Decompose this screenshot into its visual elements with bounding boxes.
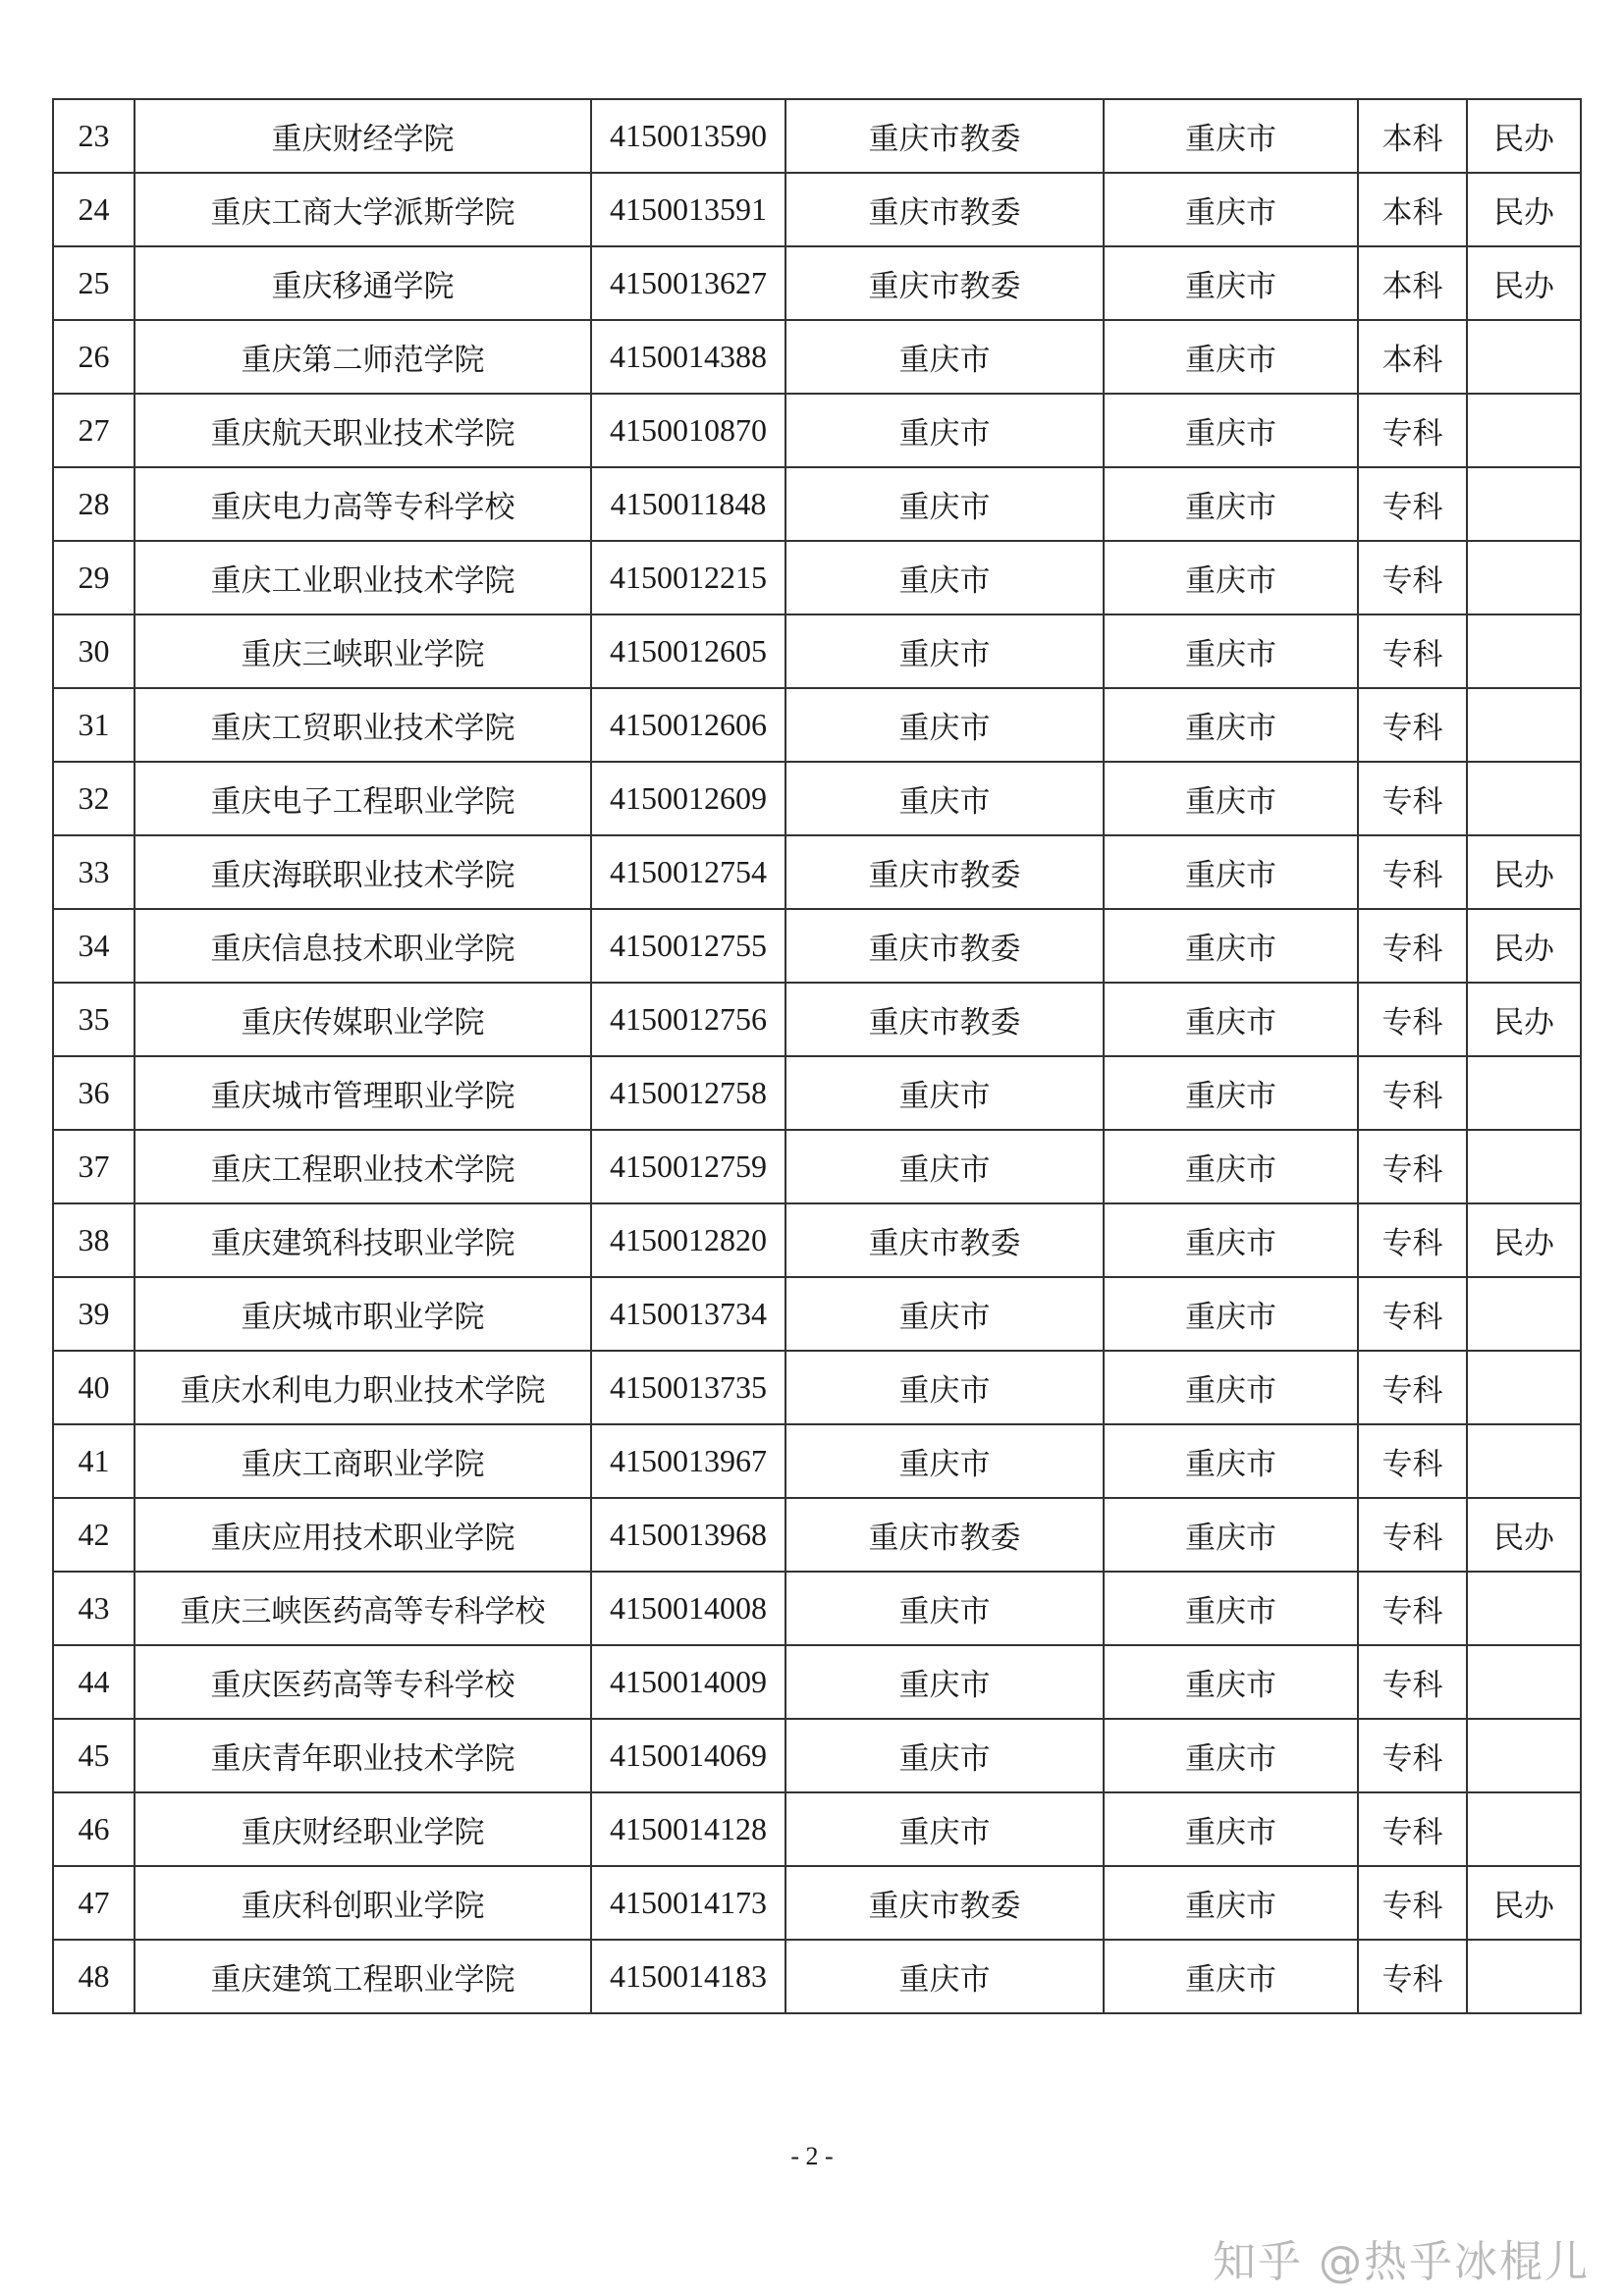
institution-name-cell: 重庆移通学院 — [135, 246, 591, 320]
remark-cell — [1467, 1645, 1581, 1719]
row-number-cell: 43 — [53, 1572, 135, 1645]
level-cell: 专科 — [1358, 614, 1467, 688]
institution-code-cell: 4150012606 — [591, 688, 785, 762]
institution-name-cell: 重庆工业职业技术学院 — [135, 541, 591, 614]
location-cell: 重庆市 — [1104, 1130, 1358, 1203]
level-cell: 专科 — [1358, 1645, 1467, 1719]
level-cell: 本科 — [1358, 99, 1467, 173]
table-row — [53, 1351, 1581, 1424]
remark-cell — [1467, 394, 1581, 467]
location-cell: 重庆市 — [1104, 394, 1358, 467]
institution-code-cell: 4150012820 — [591, 1203, 785, 1277]
row-number-cell: 31 — [53, 688, 135, 762]
institution-name-cell: 重庆信息技术职业学院 — [135, 909, 591, 983]
location-cell: 重庆市 — [1104, 467, 1358, 541]
level-cell: 专科 — [1358, 909, 1467, 983]
level-cell: 专科 — [1358, 983, 1467, 1056]
institution-name-cell: 重庆水利电力职业技术学院 — [135, 1351, 591, 1424]
institution-code-cell: 4150014388 — [591, 320, 785, 394]
table-row — [53, 1866, 1581, 1940]
authority-cell: 重庆市 — [785, 394, 1104, 467]
table-row — [53, 1940, 1581, 2013]
institution-name-cell: 重庆三峡职业学院 — [135, 614, 591, 688]
location-cell: 重庆市 — [1104, 1424, 1358, 1498]
location-cell: 重庆市 — [1104, 541, 1358, 614]
row-number-cell: 44 — [53, 1645, 135, 1719]
institution-name-cell: 重庆财经学院 — [135, 99, 591, 173]
location-cell: 重庆市 — [1104, 320, 1358, 394]
location-cell: 重庆市 — [1104, 1351, 1358, 1424]
level-cell: 专科 — [1358, 1277, 1467, 1351]
table-row — [53, 394, 1581, 467]
table-row — [53, 1130, 1581, 1203]
remark-cell — [1467, 1572, 1581, 1645]
location-cell: 重庆市 — [1104, 173, 1358, 246]
remark-cell: 民办 — [1467, 983, 1581, 1056]
row-number-cell: 33 — [53, 835, 135, 909]
table-body — [53, 99, 1581, 2013]
row-number-cell: 36 — [53, 1056, 135, 1130]
location-cell: 重庆市 — [1104, 246, 1358, 320]
row-number-cell: 24 — [53, 173, 135, 246]
institution-name-cell: 重庆电子工程职业学院 — [135, 762, 591, 835]
location-cell: 重庆市 — [1104, 909, 1358, 983]
remark-cell — [1467, 1719, 1581, 1792]
table-row — [53, 983, 1581, 1056]
row-number-cell: 23 — [53, 99, 135, 173]
remark-cell — [1467, 1424, 1581, 1498]
row-number-cell: 29 — [53, 541, 135, 614]
institution-code-cell: 4150013734 — [591, 1277, 785, 1351]
table-row — [53, 1572, 1581, 1645]
institution-code-cell: 4150014008 — [591, 1572, 785, 1645]
remark-cell: 民办 — [1467, 1866, 1581, 1940]
location-cell: 重庆市 — [1104, 1792, 1358, 1866]
table-row — [53, 688, 1581, 762]
institution-name-cell: 重庆建筑科技职业学院 — [135, 1203, 591, 1277]
institution-code-cell: 4150013627 — [591, 246, 785, 320]
level-cell: 专科 — [1358, 541, 1467, 614]
institution-code-cell: 4150011848 — [591, 467, 785, 541]
institution-name-cell: 重庆电力高等专科学校 — [135, 467, 591, 541]
authority-cell: 重庆市 — [785, 320, 1104, 394]
remark-cell — [1467, 1792, 1581, 1866]
institution-code-cell: 4150010870 — [591, 394, 785, 467]
level-cell: 专科 — [1358, 394, 1467, 467]
table-row — [53, 173, 1581, 246]
table-row — [53, 1498, 1581, 1572]
location-cell: 重庆市 — [1104, 1940, 1358, 2013]
institution-code-cell: 4150012759 — [591, 1130, 785, 1203]
table-row — [53, 246, 1581, 320]
watermark-text: 知乎 @热乎冰棍儿 — [1213, 2237, 1590, 2287]
institution-code-cell: 4150013967 — [591, 1424, 785, 1498]
location-cell: 重庆市 — [1104, 1719, 1358, 1792]
remark-cell: 民办 — [1467, 173, 1581, 246]
table-row — [53, 99, 1581, 173]
location-cell: 重庆市 — [1104, 1277, 1358, 1351]
row-number-cell: 40 — [53, 1351, 135, 1424]
level-cell: 专科 — [1358, 1351, 1467, 1424]
authority-cell: 重庆市教委 — [785, 1498, 1104, 1572]
row-number-cell: 45 — [53, 1719, 135, 1792]
location-cell: 重庆市 — [1104, 835, 1358, 909]
level-cell: 专科 — [1358, 1572, 1467, 1645]
institution-name-cell: 重庆应用技术职业学院 — [135, 1498, 591, 1572]
table-row — [53, 762, 1581, 835]
authority-cell: 重庆市 — [785, 1572, 1104, 1645]
remark-cell — [1467, 1056, 1581, 1130]
institution-code-cell: 4150013591 — [591, 173, 785, 246]
location-cell: 重庆市 — [1104, 614, 1358, 688]
institution-code-cell: 4150013590 — [591, 99, 785, 173]
authority-cell: 重庆市教委 — [785, 1866, 1104, 1940]
level-cell: 专科 — [1358, 1792, 1467, 1866]
level-cell: 专科 — [1358, 1719, 1467, 1792]
row-number-cell: 46 — [53, 1792, 135, 1866]
institution-table — [52, 98, 1582, 2014]
authority-cell: 重庆市 — [785, 1940, 1104, 2013]
table-row — [53, 1277, 1581, 1351]
remark-cell — [1467, 614, 1581, 688]
row-number-cell: 26 — [53, 320, 135, 394]
location-cell: 重庆市 — [1104, 1498, 1358, 1572]
institution-code-cell: 4150012215 — [591, 541, 785, 614]
remark-cell: 民办 — [1467, 99, 1581, 173]
level-cell: 专科 — [1358, 1498, 1467, 1572]
table-row — [53, 320, 1581, 394]
remark-cell: 民办 — [1467, 1203, 1581, 1277]
remark-cell — [1467, 762, 1581, 835]
row-number-cell: 37 — [53, 1130, 135, 1203]
institution-name-cell: 重庆建筑工程职业学院 — [135, 1940, 591, 2013]
row-number-cell: 41 — [53, 1424, 135, 1498]
row-number-cell: 32 — [53, 762, 135, 835]
authority-cell: 重庆市 — [785, 614, 1104, 688]
table-row — [53, 1424, 1581, 1498]
remark-cell — [1467, 467, 1581, 541]
institution-code-cell: 4150014128 — [591, 1792, 785, 1866]
table-row — [53, 1792, 1581, 1866]
row-number-cell: 38 — [53, 1203, 135, 1277]
institution-name-cell: 重庆青年职业技术学院 — [135, 1719, 591, 1792]
table-row — [53, 541, 1581, 614]
authority-cell: 重庆市教委 — [785, 983, 1104, 1056]
institution-name-cell: 重庆工贸职业技术学院 — [135, 688, 591, 762]
institution-code-cell: 4150013968 — [591, 1498, 785, 1572]
institution-code-cell: 4150014173 — [591, 1866, 785, 1940]
row-number-cell: 47 — [53, 1866, 135, 1940]
institution-name-cell: 重庆科创职业学院 — [135, 1866, 591, 1940]
level-cell: 专科 — [1358, 1940, 1467, 2013]
institution-code-cell: 4150012758 — [591, 1056, 785, 1130]
row-number-cell: 42 — [53, 1498, 135, 1572]
table-row — [53, 1203, 1581, 1277]
institution-code-cell: 4150014183 — [591, 1940, 785, 2013]
institution-code-cell: 4150012605 — [591, 614, 785, 688]
row-number-cell: 25 — [53, 246, 135, 320]
institution-name-cell: 重庆财经职业学院 — [135, 1792, 591, 1866]
level-cell: 专科 — [1358, 1203, 1467, 1277]
location-cell: 重庆市 — [1104, 1645, 1358, 1719]
authority-cell: 重庆市教委 — [785, 246, 1104, 320]
authority-cell: 重庆市 — [785, 467, 1104, 541]
level-cell: 专科 — [1358, 1424, 1467, 1498]
institution-name-cell: 重庆传媒职业学院 — [135, 983, 591, 1056]
level-cell: 专科 — [1358, 835, 1467, 909]
remark-cell: 民办 — [1467, 909, 1581, 983]
table-row — [53, 1719, 1581, 1792]
row-number-cell: 35 — [53, 983, 135, 1056]
institution-code-cell: 4150014009 — [591, 1645, 785, 1719]
remark-cell: 民办 — [1467, 1498, 1581, 1572]
remark-cell: 民办 — [1467, 246, 1581, 320]
location-cell: 重庆市 — [1104, 99, 1358, 173]
remark-cell — [1467, 1940, 1581, 2013]
authority-cell: 重庆市 — [785, 1792, 1104, 1866]
institution-code-cell: 4150013735 — [591, 1351, 785, 1424]
institution-code-cell: 4150014069 — [591, 1719, 785, 1792]
authority-cell: 重庆市教委 — [785, 173, 1104, 246]
row-number-cell: 34 — [53, 909, 135, 983]
institution-name-cell: 重庆工商职业学院 — [135, 1424, 591, 1498]
institution-name-cell: 重庆工商大学派斯学院 — [135, 173, 591, 246]
page-number: - 2 - — [790, 2142, 834, 2170]
authority-cell: 重庆市 — [785, 1056, 1104, 1130]
level-cell: 本科 — [1358, 246, 1467, 320]
authority-cell: 重庆市教委 — [785, 909, 1104, 983]
authority-cell: 重庆市 — [785, 1645, 1104, 1719]
institution-code-cell: 4150012755 — [591, 909, 785, 983]
location-cell: 重庆市 — [1104, 1866, 1358, 1940]
location-cell: 重庆市 — [1104, 1203, 1358, 1277]
row-number-cell: 48 — [53, 1940, 135, 2013]
institution-name-cell: 重庆城市管理职业学院 — [135, 1056, 591, 1130]
row-number-cell: 27 — [53, 394, 135, 467]
institution-name-cell: 重庆航天职业技术学院 — [135, 394, 591, 467]
table-row — [53, 1056, 1581, 1130]
authority-cell: 重庆市 — [785, 1277, 1104, 1351]
level-cell: 专科 — [1358, 1056, 1467, 1130]
authority-cell: 重庆市 — [785, 762, 1104, 835]
location-cell: 重庆市 — [1104, 1572, 1358, 1645]
row-number-cell: 28 — [53, 467, 135, 541]
row-number-cell: 39 — [53, 1277, 135, 1351]
remark-cell — [1467, 688, 1581, 762]
table-row — [53, 835, 1581, 909]
institution-code-cell: 4150012754 — [591, 835, 785, 909]
authority-cell: 重庆市 — [785, 1424, 1104, 1498]
remark-cell — [1467, 1351, 1581, 1424]
level-cell: 专科 — [1358, 688, 1467, 762]
authority-cell: 重庆市 — [785, 541, 1104, 614]
remark-cell — [1467, 320, 1581, 394]
level-cell: 本科 — [1358, 320, 1467, 394]
location-cell: 重庆市 — [1104, 983, 1358, 1056]
row-number-cell: 30 — [53, 614, 135, 688]
level-cell: 专科 — [1358, 1130, 1467, 1203]
institution-name-cell: 重庆海联职业技术学院 — [135, 835, 591, 909]
location-cell: 重庆市 — [1104, 762, 1358, 835]
institution-name-cell: 重庆城市职业学院 — [135, 1277, 591, 1351]
table-row — [53, 467, 1581, 541]
institution-code-cell: 4150012756 — [591, 983, 785, 1056]
remark-cell: 民办 — [1467, 835, 1581, 909]
remark-cell — [1467, 1277, 1581, 1351]
institution-name-cell: 重庆工程职业技术学院 — [135, 1130, 591, 1203]
institution-name-cell: 重庆医药高等专科学校 — [135, 1645, 591, 1719]
institution-code-cell: 4150012609 — [591, 762, 785, 835]
location-cell: 重庆市 — [1104, 1056, 1358, 1130]
table-row — [53, 614, 1581, 688]
institution-name-cell: 重庆三峡医药高等专科学校 — [135, 1572, 591, 1645]
remark-cell — [1467, 541, 1581, 614]
location-cell: 重庆市 — [1104, 688, 1358, 762]
table-row — [53, 909, 1581, 983]
authority-cell: 重庆市 — [785, 1130, 1104, 1203]
institution-name-cell: 重庆第二师范学院 — [135, 320, 591, 394]
level-cell: 本科 — [1358, 173, 1467, 246]
level-cell: 专科 — [1358, 1866, 1467, 1940]
authority-cell: 重庆市教委 — [785, 99, 1104, 173]
authority-cell: 重庆市 — [785, 688, 1104, 762]
authority-cell: 重庆市 — [785, 1351, 1104, 1424]
authority-cell: 重庆市教委 — [785, 835, 1104, 909]
authority-cell: 重庆市教委 — [785, 1203, 1104, 1277]
table-row — [53, 1645, 1581, 1719]
remark-cell — [1467, 1130, 1581, 1203]
authority-cell: 重庆市 — [785, 1719, 1104, 1792]
level-cell: 专科 — [1358, 762, 1467, 835]
level-cell: 专科 — [1358, 467, 1467, 541]
